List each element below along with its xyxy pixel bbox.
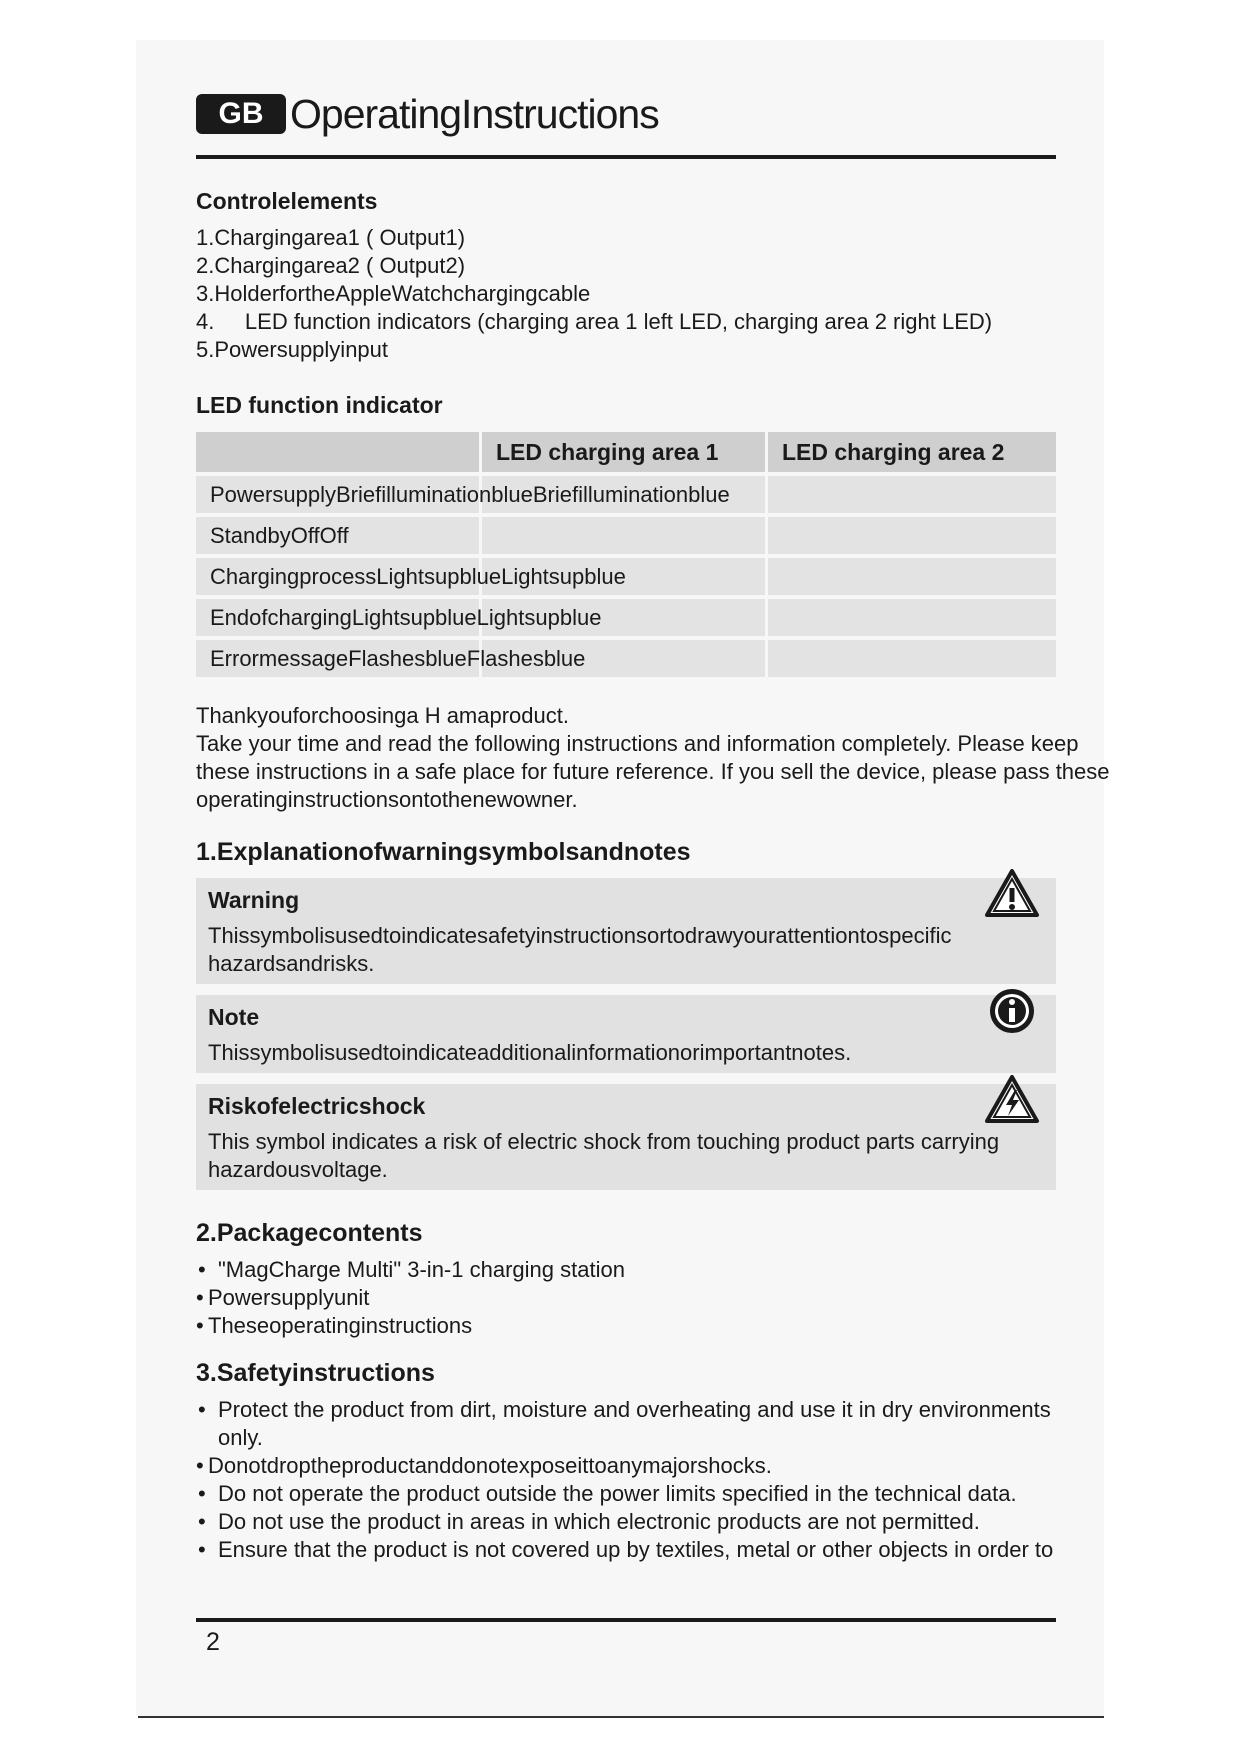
language-badge: GB [196, 94, 286, 134]
table-header-cell [196, 432, 479, 472]
table-row-text: PowersupplyBriefilluminationblueBriefilluminationblue [210, 481, 730, 507]
table-row-text: StandbyOffOff [210, 522, 349, 548]
note-text-line: Thissymbolisusedtoindicateadditionalinformationorimportantnotes. [208, 1040, 852, 1065]
electric-shock-text-line: hazardousvoltage. [208, 1157, 388, 1182]
footer-rule [196, 1618, 1056, 1622]
table-row-text: ErrormessageFlashesblueFlashesblue [210, 645, 586, 671]
table-header-cell: LED charging area 2 [768, 432, 1056, 472]
electric-shock-callout [196, 1084, 1056, 1190]
page-number: 2 [206, 1628, 220, 1656]
table-cell [768, 640, 1056, 677]
table-cell [768, 476, 1056, 513]
table-cell [196, 476, 730, 513]
table-header-cell: LED charging area 1 [482, 432, 765, 472]
page-header [196, 88, 659, 140]
table-row-text: ChargingprocessLightsupblueLightsupblue [210, 563, 626, 589]
table-row [196, 599, 1056, 636]
list-item: 2.Chargingarea2 ( Output2) [196, 253, 466, 278]
electric-shock-triangle-icon [984, 1074, 1040, 1124]
list-item: • "MagCharge Multi" 3-in-1 charging station [196, 1256, 1056, 1284]
note-callout [196, 995, 1056, 1073]
table-row [196, 517, 1056, 554]
intro-paragraph [196, 702, 1110, 814]
note-title: Note [208, 1004, 260, 1030]
page-title: OperatingInstructions [290, 90, 659, 137]
package-contents-list [196, 1256, 1056, 1340]
table-cell [196, 599, 602, 636]
table-row [196, 558, 1056, 595]
electric-shock-title: Riskofelectricshock [208, 1093, 426, 1119]
scan-edge-line [138, 1716, 1104, 1718]
list-item: 3.HolderfortheAppleWatchchargingcable [196, 281, 591, 306]
table-row [196, 640, 1056, 677]
warning-callout [196, 878, 1056, 984]
safety-instructions-list [196, 1396, 1056, 1564]
section-3-heading: 3.Safetyinstructions [196, 1359, 435, 1387]
section-2-heading: 2.Packagecontents [196, 1219, 423, 1247]
list-item: 5.Powersupplyinput [196, 337, 389, 362]
intro-line: Take your time and read the following instructions and information completely. Please keep [196, 731, 1079, 756]
table-cell [768, 517, 1056, 554]
info-circle-icon [988, 987, 1036, 1035]
table-cell [482, 517, 765, 554]
table-cell [768, 558, 1056, 595]
table-cell [768, 599, 1056, 636]
table-cell [196, 558, 626, 595]
table-cell [196, 640, 586, 677]
warning-text-line: hazardsandrisks. [208, 951, 375, 976]
section-1-heading: 1.Explanationofwarningsymbolsandnotes [196, 838, 691, 866]
led-indicator-heading: LED function indicator [196, 392, 443, 418]
list-item: • Do not operate the product outside the power limits specified in the technical data. [196, 1480, 1056, 1508]
warning-text-line: Thissymbolisusedtoindicatesafetyinstructionsortodrawyourattentiontospecific [208, 923, 952, 948]
table-header-row [196, 432, 1056, 472]
list-item: • Protect the product from dirt, moisture and overheating and use it in dry environments [196, 1396, 1056, 1424]
warning-title: Warning [208, 887, 300, 913]
table-row-text: EndofchargingLightsupblueLightsupblue [210, 604, 602, 630]
intro-line: these instructions in a safe place for future reference. If you sell the device, please pass these [196, 759, 1110, 784]
list-item: 1.Chargingarea1 ( Output1) [196, 225, 466, 250]
list-item: • Ensure that the product is not covered up by textiles, metal or other objects in order to [196, 1536, 1056, 1564]
list-item: • Powersupplyunit [196, 1284, 1056, 1312]
warning-triangle-icon [984, 868, 1040, 918]
list-item: 4. LED function indicators (charging area 1 left LED, charging area 2 right LED) [196, 309, 993, 334]
list-item-continuation: only. [218, 1425, 263, 1450]
intro-line: Thankyouforchoosinga H amaproduct. [196, 703, 569, 728]
list-item: • Donotdroptheproductanddonotexposeittoanymajorshocks. [196, 1452, 1056, 1480]
led-indicator-table [196, 432, 1056, 681]
table-cell [196, 517, 479, 554]
header-rule [196, 155, 1056, 159]
list-item: • Theseoperatinginstructions [196, 1312, 1056, 1340]
electric-shock-text-line: This symbol indicates a risk of electric shock from touching product parts carrying [208, 1129, 1000, 1154]
control-elements-list [196, 224, 1056, 364]
intro-line: operatinginstructionsontothenewowner. [196, 787, 578, 812]
list-item: • Do not use the product in areas in which electronic products are not permitted. [196, 1508, 1056, 1536]
control-elements-heading: Controlelements [196, 188, 378, 214]
table-row [196, 476, 1056, 513]
